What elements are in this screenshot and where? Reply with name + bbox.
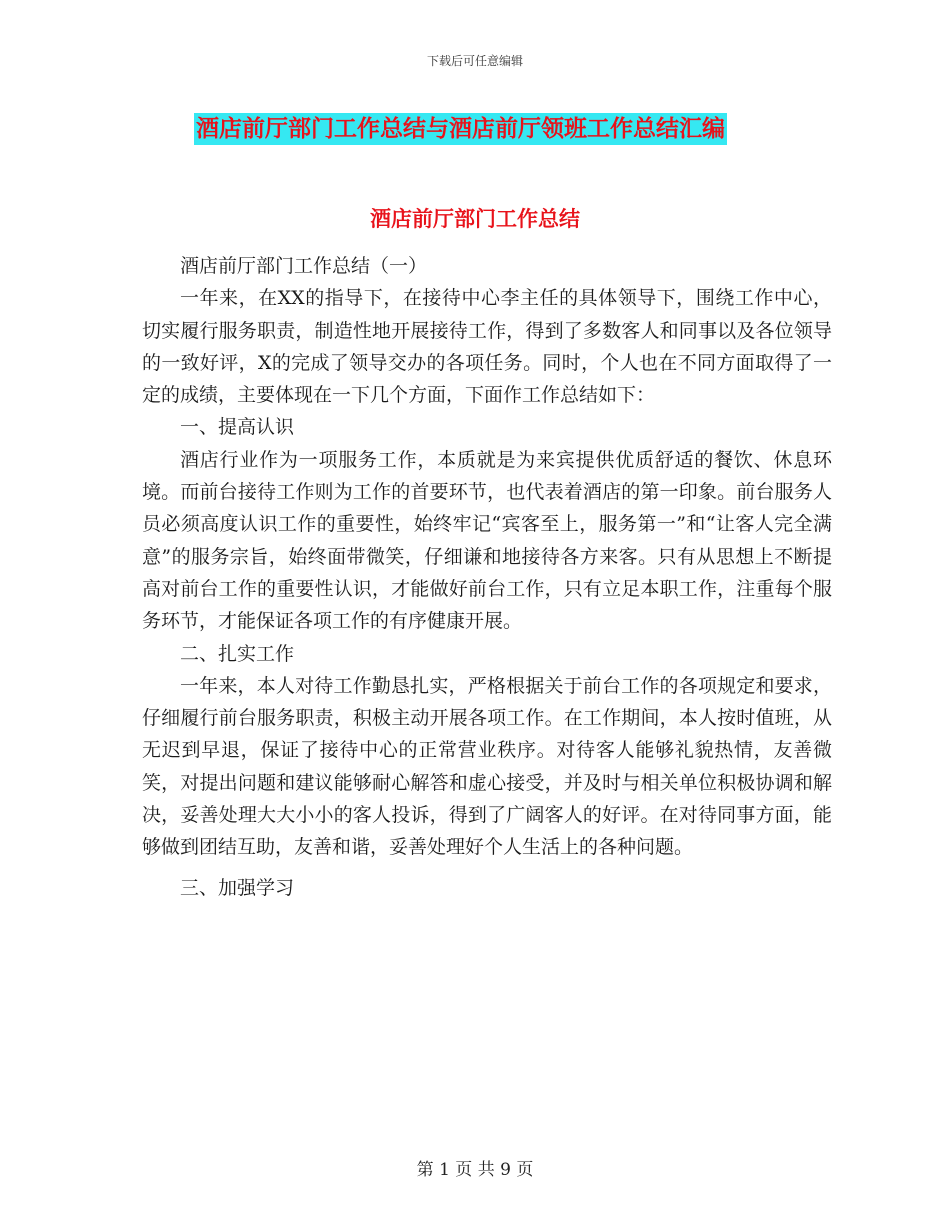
main-title: 酒店前厅部门工作总结与酒店前厅领班工作总结汇编 (194, 113, 727, 145)
subsection-heading: 三、加强学习 (180, 876, 295, 899)
subsection-heading: 二、扎实工作 (180, 642, 295, 665)
header-note: 下载后可任意编辑 (426, 54, 523, 68)
paragraph-work: 一年来，本人对待工作勤恳扎实，严格根据关于前台工作的各项规定和要求，仔细履行前台服务职责，积极主动开展各项工作。在工作期间，本人按时值班，从无迟到早退，保证了接待中心的正常营业秩序。对待客人能够礼貌热情，友善微笑，对提出问题和建议能够耐心解答和虚心接受，并及时与相关单位积极协调和解决，妥善处理大大小小的客人投诉，得到了广阔客人的好评。在对待同事方面，能够做到团结互助，友善和谐，妥善处理好个人生活上的各种问题。 (142, 674, 832, 859)
page-footer: 第 1 页 共 9 页 (416, 1160, 534, 1180)
section-title: 酒店前厅部门工作总结 (370, 206, 580, 231)
document-body (142, 250, 832, 904)
subsection-heading: 酒店前厅部门工作总结（一） (180, 255, 428, 277)
paragraph-intro: 一年来，在XX的指导下，在接待中心李主任的具体领导下，围绕工作中心，切实履行服务职责，制造性地开展接待工作，得到了多数客人和同事以及各位领导的一致好评，X的完成了领导交办的各项任务。同时，个人也在不同方面取得了一定的成绩，主要体现在一下几个方面，下面作工作总结如下： (142, 287, 832, 407)
subsection-heading: 一、提高认识 (180, 416, 295, 439)
paragraph-awareness: 酒店行业作为一项服务工作，本质就是为来宾提供优质舒适的餐饮、休息环境。而前台接待工作则为工作的首要环节，也代表着酒店的第一印象。前台服务人员必须高度认识工作的重要性，始终牢记“宾客至上，服务第一”和“让客人完全满意”的服务宗旨，始终面带微笑，仔细谦和地接待各方来客。只有从思想上不断提高对前台工作的重要性认识，才能做好前台工作，只有立足本职工作，注重每个服务环节，才能保证各项工作的有序健康开展。 (142, 448, 832, 633)
